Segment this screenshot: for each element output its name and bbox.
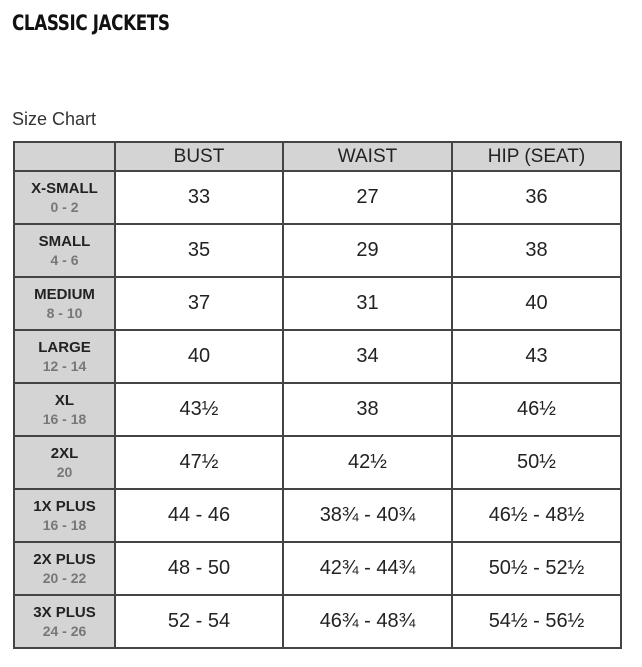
size-name: 2XL bbox=[50, 444, 79, 462]
size-cell bbox=[14, 595, 115, 648]
bust-value: 37 bbox=[115, 277, 283, 330]
hip-value: 54½ - 56½ bbox=[452, 595, 621, 648]
bust-value: 48 - 50 bbox=[115, 542, 283, 595]
size-cell bbox=[14, 330, 115, 383]
size-chart-table bbox=[13, 141, 622, 649]
size-range: 4 - 6 bbox=[50, 251, 79, 268]
page-title: CLASSIC JACKETS bbox=[12, 11, 170, 35]
hip-value: 36 bbox=[452, 171, 621, 224]
table-row bbox=[14, 436, 621, 489]
bust-value: 47½ bbox=[115, 436, 283, 489]
size-cell bbox=[14, 277, 115, 330]
waist-value: 27 bbox=[283, 171, 452, 224]
size-cell bbox=[14, 383, 115, 436]
size-name: XL bbox=[54, 391, 75, 409]
bust-value: 33 bbox=[115, 171, 283, 224]
size-cell bbox=[14, 224, 115, 277]
bust-value: 40 bbox=[115, 330, 283, 383]
size-range: 12 - 14 bbox=[42, 357, 87, 374]
hip-value: 50½ bbox=[452, 436, 621, 489]
size-cell bbox=[14, 542, 115, 595]
waist-value: 38¾ - 40¾ bbox=[283, 489, 452, 542]
table-row bbox=[14, 224, 621, 277]
table-row bbox=[14, 595, 621, 648]
size-range: 24 - 26 bbox=[42, 622, 87, 639]
waist-value: 38 bbox=[283, 383, 452, 436]
table-row bbox=[14, 489, 621, 542]
header-waist: WAIST bbox=[283, 142, 452, 171]
size-name: LARGE bbox=[38, 338, 91, 356]
header-hip-seat: HIP (SEAT) bbox=[452, 142, 621, 171]
hip-value: 40 bbox=[452, 277, 621, 330]
bust-value: 43½ bbox=[115, 383, 283, 436]
hip-value: 46½ bbox=[452, 383, 621, 436]
size-range: 0 - 2 bbox=[50, 198, 79, 215]
waist-value: 31 bbox=[283, 277, 452, 330]
waist-value: 34 bbox=[283, 330, 452, 383]
table-row bbox=[14, 383, 621, 436]
table-row bbox=[14, 171, 621, 224]
size-range: 16 - 18 bbox=[42, 516, 87, 533]
header-corner-cell bbox=[14, 142, 115, 171]
waist-value: 42½ bbox=[283, 436, 452, 489]
table-row bbox=[14, 277, 621, 330]
size-range: 20 - 22 bbox=[42, 569, 87, 586]
bust-value: 44 - 46 bbox=[115, 489, 283, 542]
size-name: 1X PLUS bbox=[33, 497, 96, 515]
hip-value: 38 bbox=[452, 224, 621, 277]
waist-value: 42¾ - 44¾ bbox=[283, 542, 452, 595]
bust-value: 35 bbox=[115, 224, 283, 277]
waist-value: 46¾ - 48¾ bbox=[283, 595, 452, 648]
table-row bbox=[14, 330, 621, 383]
size-name: MEDIUM bbox=[34, 285, 95, 303]
header-bust: BUST bbox=[115, 142, 283, 171]
size-name: 3X PLUS bbox=[33, 603, 96, 621]
bust-value: 52 - 54 bbox=[115, 595, 283, 648]
size-name: 2X PLUS bbox=[33, 550, 96, 568]
hip-value: 50½ - 52½ bbox=[452, 542, 621, 595]
table-row bbox=[14, 542, 621, 595]
hip-value: 46½ - 48½ bbox=[452, 489, 621, 542]
size-chart-heading: Size Chart bbox=[12, 109, 97, 129]
waist-value: 29 bbox=[283, 224, 452, 277]
table-header-row bbox=[14, 142, 621, 171]
size-name: X-SMALL bbox=[31, 179, 98, 197]
hip-value: 43 bbox=[452, 330, 621, 383]
size-cell bbox=[14, 489, 115, 542]
size-range: 16 - 18 bbox=[42, 410, 87, 427]
size-cell bbox=[14, 436, 115, 489]
size-range: 8 - 10 bbox=[46, 304, 83, 321]
size-name: SMALL bbox=[38, 232, 91, 250]
size-range: 20 bbox=[56, 463, 73, 480]
size-cell bbox=[14, 171, 115, 224]
